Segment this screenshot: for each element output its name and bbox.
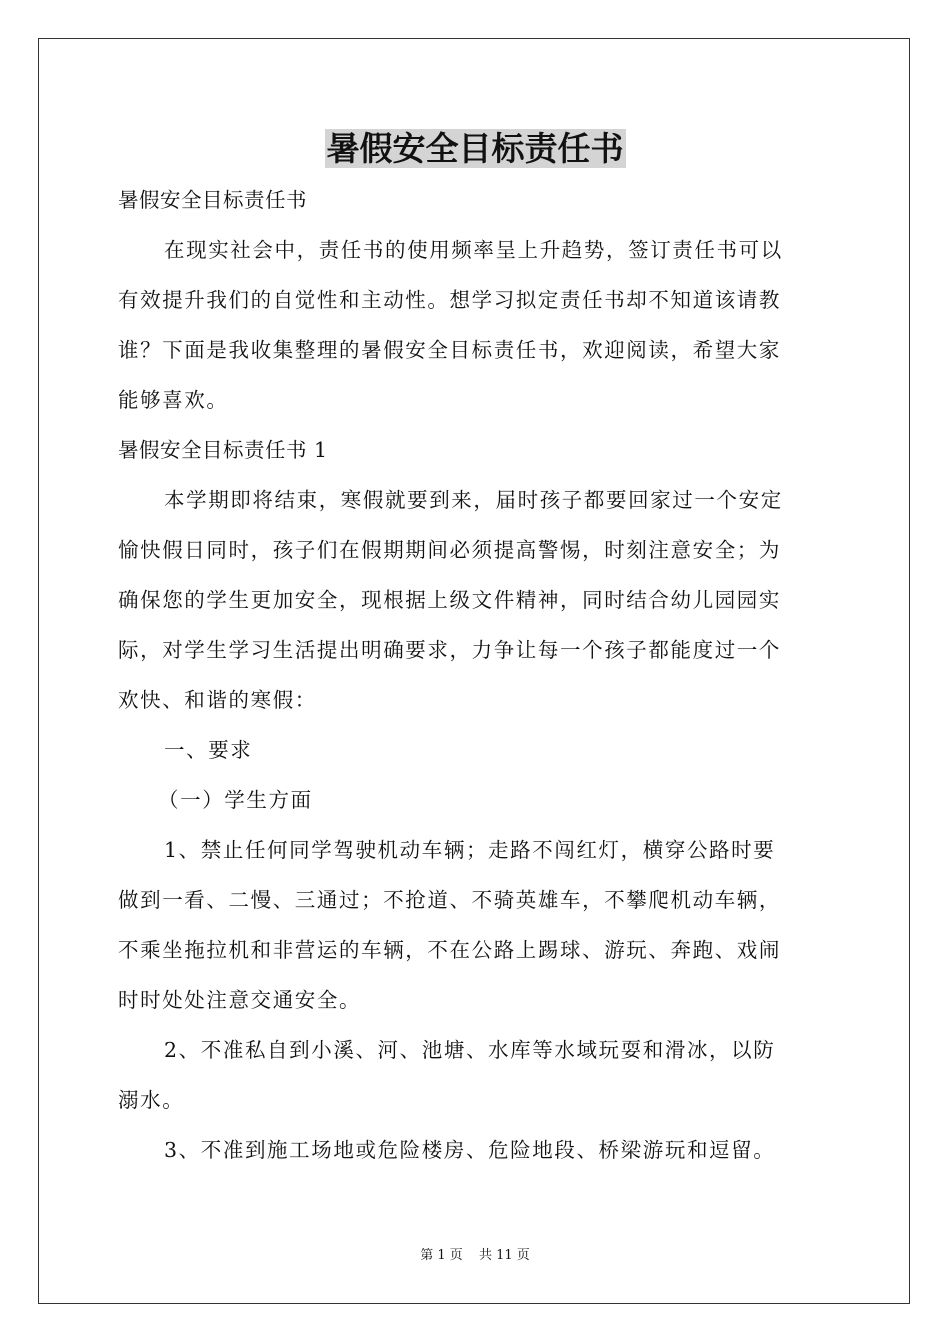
title-text: 暑假安全目标责任书 [326,129,624,168]
section-title: 暑假安全目标责任书 1 [118,438,328,462]
page-number: 第 1 页 [420,1248,463,1263]
item2-line: 溺水。 [118,1088,185,1112]
document-subtitle: 暑假安全目标责任书 [118,188,307,212]
section-line: 欢快、和谐的寒假： [118,688,317,712]
intro-line: 能够喜欢。 [118,388,229,412]
page-footer [0,1247,950,1265]
item1-line: 1、禁止任何同学驾驶机动车辆；走路不闯红灯，横穿公路时要 [164,838,776,862]
item3-line: 3、不准到施工场地或危险楼房、危险地段、桥梁游玩和逗留。 [164,1138,776,1162]
section-line: 际，对学生学习生活提出明确要求，力争让每一个孩子都能度过一个 [118,638,781,662]
item1-line: 时时处处注意交通安全。 [118,988,362,1012]
item1-line: 做到一看、二慢、三通过；不抢道、不骑英雄车，不攀爬机动车辆， [118,888,781,912]
item1-line: 不乘坐拖拉机和非营运的车辆，不在公路上踢球、游玩、奔跑、戏闹 [118,938,781,962]
section-line: 愉快假日同时，孩子们在假期期间必须提高警惕，时刻注意安全；为 [118,538,781,562]
intro-line: 谁？下面是我收集整理的暑假安全目标责任书，欢迎阅读，希望大家 [118,338,781,362]
page-total: 共 11 页 [478,1248,530,1263]
intro-line: 在现实社会中，责任书的使用频率呈上升趋势，签订责任书可以 [164,238,783,262]
heading-requirements: 一、要求 [164,738,253,762]
section-line: 确保您的学生更加安全，现根据上级文件精神，同时结合幼儿园园实 [118,588,781,612]
section-line: 本学期即将结束，寒假就要到来，届时孩子都要回家过一个安定 [164,488,783,512]
heading-students: （一）学生方面 [158,788,313,812]
document-title [0,126,950,172]
document-body [118,175,834,1175]
intro-line: 有效提升我们的自觉性和主动性。想学习拟定责任书却不知道该请教 [118,288,781,312]
item2-line: 2、不准私自到小溪、河、池塘、水库等水域玩耍和滑冰，以防 [164,1038,776,1062]
